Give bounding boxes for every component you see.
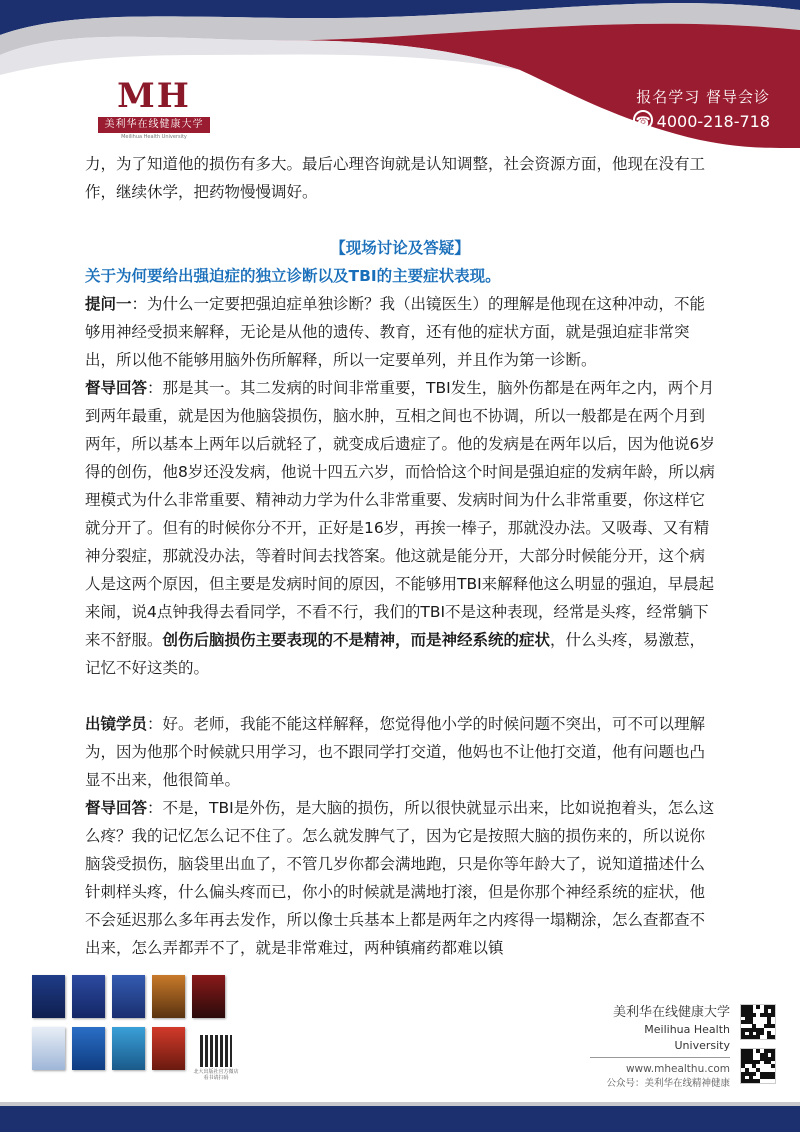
website-qr-code[interactable]	[740, 1004, 776, 1040]
book-cover	[32, 1027, 65, 1070]
footer-website[interactable]: www.mhealthu.com	[625, 1063, 730, 1075]
answer-1-label: 督导回答	[85, 379, 148, 397]
qr-module	[756, 1079, 760, 1083]
qr-module	[771, 1024, 775, 1028]
answer-2-label: 督导回答	[85, 799, 148, 817]
footer-public-account: 公众号：美利华在线精神健康	[606, 1078, 730, 1089]
book-cover	[32, 975, 65, 1018]
footer-divider	[590, 1057, 730, 1058]
answer-2	[85, 794, 715, 962]
question-2-label: 出镜学员	[85, 715, 148, 733]
wechat-qr-code[interactable]	[740, 1048, 776, 1084]
section-subtitle: 关于为何要给出强迫症的独立诊断以及TBI的主要症状表现。	[85, 267, 501, 285]
qr-module	[771, 1013, 775, 1017]
logo-monogram: MH	[117, 76, 191, 116]
answer-1-bold: 创伤后脑损伤主要表现的不是精神，而是神经系统的症状	[162, 631, 551, 649]
document-body	[85, 150, 715, 962]
section-title: 【现场讨论及答疑】	[330, 239, 470, 257]
page-header	[0, 0, 800, 150]
header-phone[interactable]	[570, 110, 770, 134]
phone-number: 4000-218-718	[656, 112, 770, 131]
logo-ribbon: 美利华在线健康大学	[98, 117, 210, 133]
qr-module	[756, 1035, 760, 1039]
qr-module	[752, 1072, 756, 1076]
footer-bar	[0, 1102, 800, 1132]
qr-module	[760, 1031, 764, 1035]
footer-school-en: Meilihua Health University	[644, 1023, 730, 1052]
qr-module	[771, 1075, 775, 1079]
book-cover	[112, 1027, 145, 1070]
book-cover	[72, 975, 105, 1018]
brand-logo	[98, 70, 210, 148]
header-slogan: 报名学习 督导会诊	[636, 88, 770, 106]
paragraph-intro: 力，为了知道他的损伤有多大。最后心理咨询就是认知调整，社会资源方面，他现在没有工作，继续休学，把药物慢慢调好。	[85, 155, 706, 201]
book-cover	[192, 975, 225, 1018]
book-cover	[152, 975, 185, 1018]
qr-module	[771, 1057, 775, 1061]
answer-1-text: ：那是其一。其二发病的时间非常重要，TBI发生，脑外伤都是在两年之内，两个月到两年最重，就是因为他脑袋损伤，脑水肿，互相之间也不协调，所以一般都是在两个月到两年，所以基本上两年以后就轻了，就变成后遗症了。他的发病是在两年以后，因为他说6岁得的创伤，他8岁还没发病，他说十四五六岁，而恰恰这个时间是强迫症的发病年龄，所以病理模式为什么非常重要、精神动力学为什么非常重要、发病时间为什么非常重要，你这样它就分开了。但有的时候你分不开，正好是16岁，再挨一棒子，那就没办法。又吸毒、又有精神分裂症，那就没办法，等着时间去找答案。他这就是能分开，大部分时候能分开，这个病人是这两个原因，但主要是发病时间的原因，不能够用TBI来解释他这么明显的强迫，早晨起来闹，说4点钟我得去看同学，不看不行，我们的TBI不是这种表现，经常是头疼，经常躺下来不舒服。	[85, 379, 715, 649]
question-1-label: 提问一	[85, 295, 132, 313]
logo-subtext: Meilihua Health University	[121, 134, 187, 140]
question-1	[85, 290, 715, 374]
footer-info	[590, 1004, 730, 1091]
question-2-text: ：好。老师，我能不能这样解释，您觉得他小学的时候问题不突出，可不可以理解为，因为他那个时候就只用学习，也不跟同学打交道，他妈也不让他打交道，他有问题也凸显不出来，他很简单。	[85, 715, 706, 789]
qr-module	[756, 1060, 760, 1064]
bookstore-qr-code[interactable]	[200, 1035, 232, 1067]
qr-module	[771, 1064, 775, 1068]
question-1-text: ：为什么一定要把强迫症单独诊断？我（出镜医生）的理解是他现在这种冲动，不能够用神经受损来解释，无论是从他的遗传、教育，还有他的症状方面，就是强迫症非常突出，所以他不能够用脑外伤所解释，所以一定要单列，并且作为第一诊断。	[85, 295, 706, 369]
qr-module	[756, 1005, 760, 1009]
book-cover	[152, 1027, 185, 1070]
header-contact	[570, 86, 770, 134]
book-covers	[32, 975, 239, 1090]
answer-1-tail: ，什么头疼，易激惹，记忆不好这类的。	[85, 631, 706, 677]
question-2	[85, 710, 715, 794]
book-cover	[72, 1027, 105, 1070]
answer-2-text: ：不是，TBI是外伤，是大脑的损伤，所以很快就显示出来，比如说抱着头，怎么这么疼？我的记忆怎么记不住了。怎么就发脾气了，因为它是按照大脑的损伤来的，所以说你脑袋受损伤，脑袋里出血了，不管几岁你都会满地跑，只是你等年龄大了，说知道描述什么针刺样头疼，什么偏头疼而已，你小的时候就是满地打滚，但是你那个神经系统的症状，他不会延迟那么多年再去发作，所以像士兵基本上都是两年之内疼得一塌糊涂，怎么查都查不出来，怎么弄都弄不了，就是非常难过，两种镇痛药都难以镇	[85, 799, 715, 957]
bookstore-qr-caption: 北大出版社官方微店 看书请扫码	[193, 1069, 239, 1081]
qr-module	[771, 1035, 775, 1039]
phone-icon	[633, 110, 653, 130]
book-cover	[112, 975, 145, 1018]
qr-module	[752, 1013, 756, 1017]
footer-school-name: 美利华在线健康大学	[612, 1005, 730, 1020]
answer-1	[85, 374, 715, 682]
